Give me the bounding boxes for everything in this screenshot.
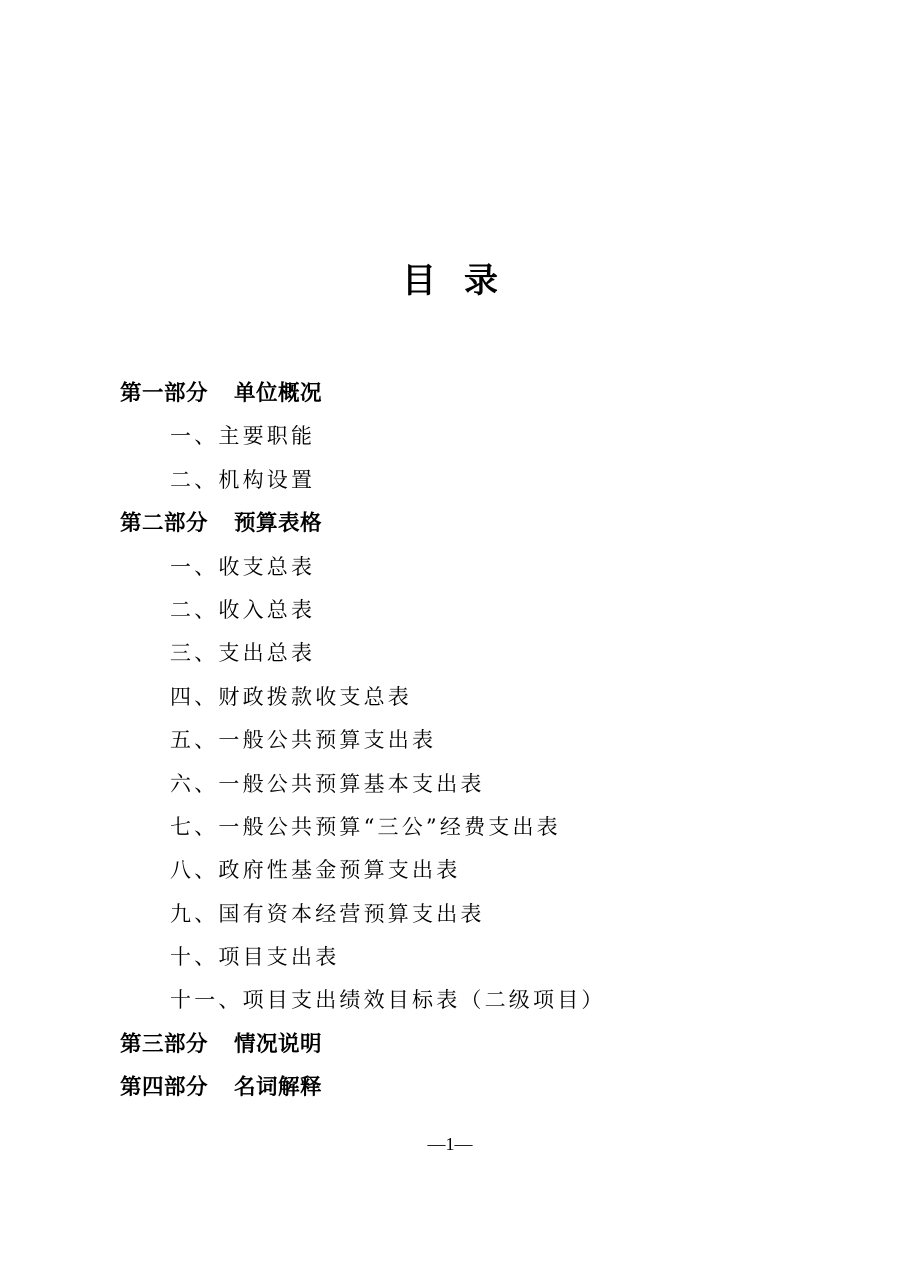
toc-item[interactable]: 八、政府性基金预算支出表 [170, 858, 461, 883]
toc-item[interactable]: 一、主要职能 [170, 424, 316, 449]
table-of-contents [0, 372, 900, 1110]
toc-part-label: 情况说明 [234, 1031, 323, 1057]
toc-part-number: 第二部分 [120, 511, 209, 537]
toc-item[interactable]: 五、一般公共预算支出表 [170, 728, 437, 753]
toc-part-number: 第三部分 [120, 1031, 209, 1057]
page-title: 目录 [402, 261, 526, 301]
page-number: —1— [427, 1134, 473, 1154]
toc-item[interactable]: 一、收支总表 [170, 554, 316, 579]
toc-item[interactable]: 三、支出总表 [170, 641, 316, 666]
toc-item[interactable]: 六、一般公共预算基本支出表 [170, 771, 485, 796]
toc-item[interactable]: 二、机构设置 [170, 467, 316, 492]
toc-item[interactable]: 七、一般公共预算“三公”经费支出表 [170, 814, 561, 839]
toc-item[interactable]: 十一、项目支出绩效目标表（二级项目） [170, 988, 606, 1013]
toc-part-number: 第一部分 [120, 381, 209, 406]
toc-item[interactable]: 九、国有资本经营预算支出表 [170, 901, 485, 926]
toc-part-label: 单位概况 [234, 381, 323, 406]
toc-part-number: 第四部分 [120, 1075, 209, 1101]
toc-part-label: 预算表格 [234, 511, 323, 537]
toc-item[interactable]: 十、项目支出表 [170, 945, 340, 970]
toc-part-1[interactable] [0, 372, 900, 415]
toc-item[interactable]: 二、收入总表 [170, 597, 316, 622]
toc-item[interactable]: 四、财政拨款收支总表 [170, 684, 412, 709]
toc-part-label: 名词解释 [234, 1075, 323, 1101]
toc-part-2[interactable] [0, 502, 900, 545]
toc-part-4[interactable] [0, 1066, 900, 1109]
toc-part-3[interactable] [0, 1023, 900, 1066]
